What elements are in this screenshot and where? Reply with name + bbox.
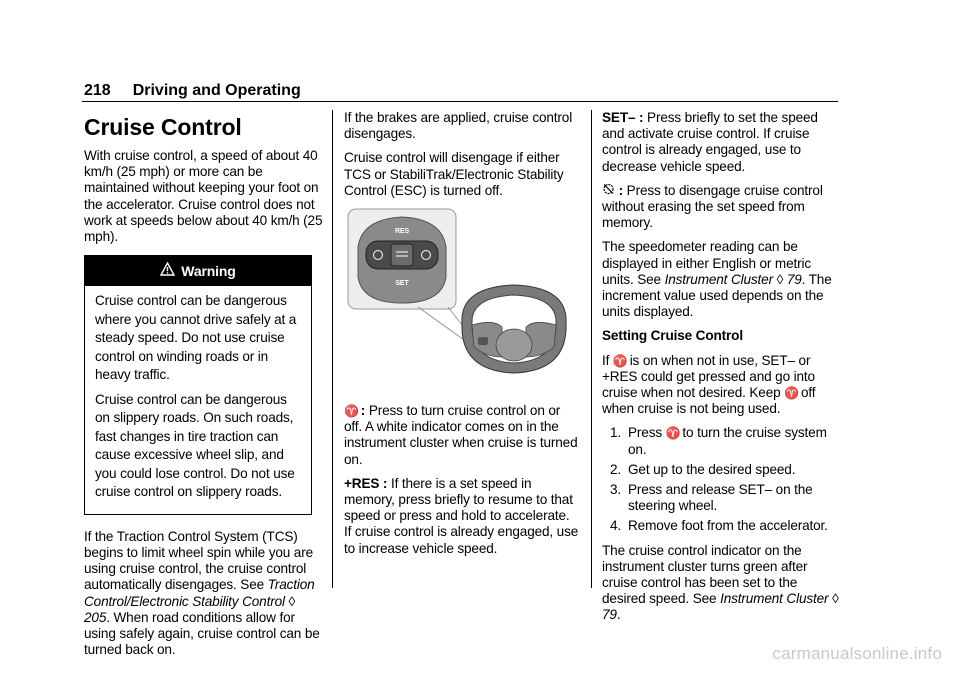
step-text: Remove foot from the accelerator. [628, 518, 828, 534]
page-ref-icon: ◊ [832, 591, 839, 607]
tcs-text: If the Traction Control System (TCS) begins to limit wheel spin while you are using cruise control, the cruise control automatically disengages. See [84, 528, 313, 593]
res-text: If there is a set speed in memory, press briefly to resume to that speed or press and hold to accelerate. If cruise control is already engaged, use to increase vehicle speed. [344, 475, 579, 556]
page-ref-icon: ◊ [776, 271, 784, 287]
column-2 [344, 110, 580, 565]
intro-paragraph: With cruise control, a speed of about 40 km/h (25 mph) or more can be maintained without keeping your foot on the accelerator. Cruise control does not work at speeds below about 40 km/h (25 mph). [84, 148, 323, 245]
cancel-text: Press to disengage cruise control without erasing the set speed from memory. [602, 182, 823, 231]
speedo-text: The speedometer reading can be displayed in either English or metric units. See [602, 239, 812, 287]
step-number: 4. [610, 518, 622, 534]
cruise-on-off-icon: ♈ [612, 353, 628, 368]
section-title: Driving and Operating [132, 82, 301, 99]
steering-wheel-figure [344, 207, 576, 379]
colon: : [360, 403, 366, 419]
cancel-paragraph [602, 183, 842, 232]
on-off-paragraph [344, 403, 580, 468]
step-text: to turn the cruise system on. [628, 425, 827, 457]
cruise-on-off-icon: ♈ [784, 386, 799, 401]
brakes-paragraph: If the brakes are applied, cruise control disengages. [344, 110, 573, 142]
final-text: The cruise control indicator on the instrument cluster turns green after cruise control has been set to the desired speed. See [602, 542, 808, 607]
list-item [602, 482, 842, 514]
res-term: +RES : [344, 475, 388, 491]
list-item [602, 462, 842, 478]
warning-label: Warning [181, 263, 236, 280]
colon: : [615, 182, 624, 198]
step-number: 1. [610, 425, 622, 441]
header-rule [82, 101, 838, 102]
steps-list [602, 425, 842, 534]
list-item [602, 425, 842, 457]
step-text: Press [628, 425, 666, 441]
step-text: Press and release SET– on the steering wheel. [628, 482, 813, 514]
column-divider-2 [591, 110, 592, 588]
cruise-on-off-icon: ♈ [344, 404, 359, 419]
if-on-paragraph [602, 353, 842, 418]
page-title: Cruise Control [84, 114, 242, 140]
step-text: Get up to the desired speed. [628, 461, 796, 477]
speedometer-paragraph: The speedometer reading can be displayed in either English or metric units. See Instrument Cluster ◊ 79. The increment value used depends on the units displayed. [602, 239, 832, 320]
warning-paragraph-1: Cruise control can be dangerous where you cannot drive safely at a steady speed. Do not use cruise control on winding roads or in heavy traffic. [95, 293, 297, 383]
instrument-cluster-page-ref[interactable]: 79 [602, 607, 617, 623]
figure-set-label: SET [395, 280, 409, 288]
cancel-icon [602, 183, 615, 198]
warning-paragraph-2: Cruise control can be dangerous on slippery roads. On such roads, fast changes in tire traction can cause excessive wheel slip, and you could lose control. Do not use cruise control on slippery roads. [95, 391, 295, 500]
if-c: off when cruise is not being used. [602, 385, 816, 417]
cruise-on-off-icon: ♈ [665, 426, 681, 441]
warning-box [84, 255, 312, 515]
set-paragraph [602, 110, 842, 175]
warning-header [85, 256, 311, 286]
list-item [602, 518, 842, 534]
tcs-link[interactable]: Traction Control/Electronic Stability Control [84, 577, 315, 609]
instrument-cluster-link[interactable]: Instrument Cluster [664, 271, 773, 287]
tcs-tail: When road conditions allow for using safely again, cruise control can be turned back on. [84, 609, 320, 658]
if-a: If [602, 352, 613, 368]
page-number: 218 [84, 82, 111, 99]
tcs-paragraph: If the Traction Control System (TCS) begins to limit wheel spin while you are using cruise control, the cruise control automatically disengages. See Traction Control/Electronic Stability Control ◊ 205. When road conditions allow for using safely again, cruise control can be turned back on. [84, 528, 320, 658]
instrument-cluster-page-ref[interactable]: 79 [786, 271, 802, 287]
column-1 [84, 114, 324, 666]
page-ref-icon: ◊ [288, 593, 296, 609]
figure-res-label: RES [395, 228, 409, 236]
column-3 [602, 110, 842, 632]
res-paragraph [344, 476, 580, 557]
final-paragraph: The cruise control indicator on the instrument cluster turns green after cruise control has been set to the desired speed. See Instrument Cluster ◊ 79. [602, 542, 839, 623]
tcs-esc-paragraph: Cruise control will disengage if either TCS or StabiliTrak/Electronic Stability Control (ESC) is turned off. [344, 150, 564, 198]
set-term: SET– : [602, 110, 644, 125]
instrument-cluster-link[interactable]: Instrument Cluster [720, 591, 829, 607]
warning-body [85, 286, 311, 514]
set-text: Press briefly to set the speed and activate cruise control. If cruise control is already engaged, use to decrease vehicle speed. [602, 110, 818, 174]
warning-icon [160, 256, 175, 286]
page-header [84, 82, 301, 100]
setting-heading: Setting Cruise Control [602, 328, 743, 344]
on-off-text: Press to turn cruise control on or off. A white indicator comes on in the instrument cluster when cruise is turned on. [344, 403, 578, 467]
column-divider-1 [332, 110, 333, 588]
tcs-page-ref[interactable]: 205 [84, 609, 107, 625]
speedo-tail: The increment value used depends on the units displayed. [602, 271, 832, 320]
step-number: 3. [610, 482, 622, 498]
if-b: is on when not in use, SET– or +RES could get pressed and go into cruise when not desired. Keep [602, 352, 815, 401]
step-number: 2. [610, 461, 622, 477]
watermark: carmanualsonline.info [772, 644, 942, 663]
